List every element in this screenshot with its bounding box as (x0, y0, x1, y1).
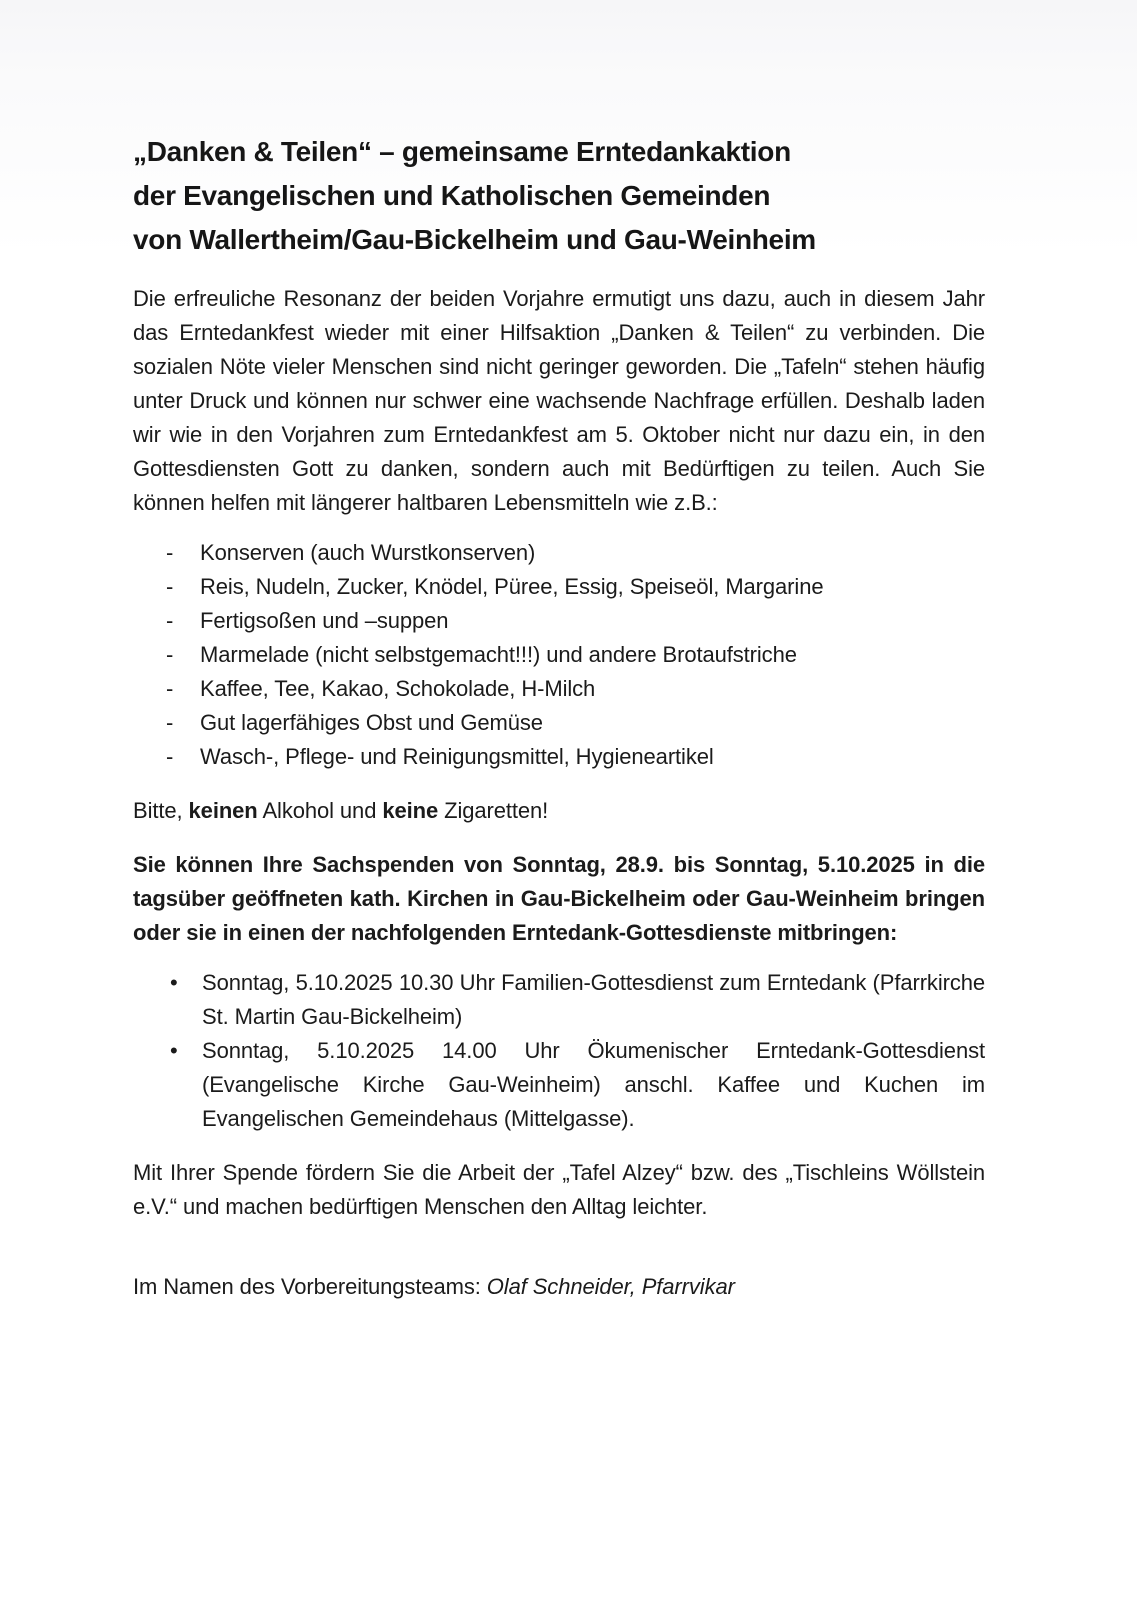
list-item (166, 740, 985, 774)
list-item (166, 604, 985, 638)
note-mid: Alkohol und (257, 798, 383, 823)
list-item-text: Konserven (auch Wurstkonserven) (200, 540, 536, 565)
bullet-marker: • (170, 970, 178, 995)
list-item-text: Gut lagerfähiges Obst und Gemüse (200, 710, 543, 735)
dash-marker: - (166, 574, 174, 599)
signature-prefix: Im Namen des Vorbereitungsteams: (133, 1274, 487, 1299)
service-item (170, 1034, 985, 1136)
dropoff-paragraph: Sie können Ihre Sachspenden von Sonntag, 28.9. bis Sonntag, 5.10.2025 in die tagsüber geöffneten kath. Kirchen in Gau-Bickelheim oder Gau-Weinheim bringen oder sie in einen der nachfolgenden Erntedank-Gottesdienste mitbringen: (133, 852, 985, 945)
service-item (170, 966, 985, 1034)
list-item (166, 570, 985, 604)
closing-paragraph: Mit Ihrer Spende fördern Sie die Arbeit der „Tafel Alzey“ bzw. des „Tischleins Wöllstein e.V.“ und machen bedürftigen Menschen den Alltag leichter. (133, 1160, 985, 1219)
list-item-text: Fertigsoßen und –suppen (200, 608, 449, 633)
service-item-text: Sonntag, 5.10.2025 14.00 Uhr Ökumenischer Erntedank-Gottesdienst (Evangelische Kirche Gau-Weinheim) anschl. Kaffee und Kuchen im Evangelischen Gemeindehaus (Mittelgasse). (202, 1038, 985, 1131)
list-item (166, 706, 985, 740)
dash-marker: - (166, 744, 174, 769)
list-item (166, 672, 985, 706)
doc-title (133, 130, 985, 262)
list-item (166, 536, 985, 570)
dash-marker: - (166, 540, 174, 565)
doc-title-line-3: von Wallertheim/Gau-Bickelheim und Gau-Weinheim (133, 224, 816, 255)
dash-marker: - (166, 676, 174, 701)
list-item-text: Wasch-, Pflege- und Reinigungsmittel, Hygieneartikel (200, 744, 714, 769)
dash-marker: - (166, 642, 174, 667)
dash-marker: - (166, 608, 174, 633)
list-item (166, 638, 985, 672)
note-suffix: Zigaretten! (438, 798, 549, 823)
list-item-text: Kaffee, Tee, Kakao, Schokolade, H-Milch (200, 676, 596, 701)
note-bold-keine: keine (382, 798, 439, 823)
donation-list (133, 536, 985, 774)
list-item-text: Reis, Nudeln, Zucker, Knödel, Püree, Essig, Speiseöl, Margarine (200, 574, 824, 599)
signature-line (133, 1270, 985, 1304)
doc-title-line-1: „Danken & Teilen“ – gemeinsame Erntedankaktion (133, 136, 791, 167)
signature-name: Olaf Schneider, Pfarrvikar (486, 1274, 735, 1299)
service-item-text: Sonntag, 5.10.2025 10.30 Uhr Familien-Gottesdienst zum Erntedank (Pfarrkirche St. Martin Gau-Bickelheim) (202, 970, 985, 1029)
no-alcohol-note (133, 794, 985, 828)
doc-title-line-2: der Evangelischen und Katholischen Gemeinden (133, 180, 771, 211)
bullet-marker: • (170, 1038, 178, 1063)
intro-paragraph: Die erfreuliche Resonanz der beiden Vorjahre ermutigt uns dazu, auch in diesem Jahr das Erntedankfest wieder mit einer Hilfsaktion „Danken & Teilen“ zu verbinden. Die sozialen Nöte vieler Menschen sind nicht geringer geworden. Die „Tafeln“ stehen häufig unter Druck und können nur schwer eine wachsende Nachfrage erfüllen. Deshalb laden wir wie in den Vorjahren zum Erntedankfest am 5. Oktober nicht nur dazu ein, in den Gottesdiensten Gott zu danken, sondern auch mit Bedürftigen zu teilen. Auch Sie können helfen mit längerer haltbaren Lebensmitteln wie z.B.: (133, 286, 985, 515)
services-list (133, 966, 985, 1136)
dash-marker: - (166, 710, 174, 735)
note-bold-keinen: keinen (188, 798, 258, 823)
list-item-text: Marmelade (nicht selbstgemacht!!!) und andere Brotaufstriche (200, 642, 797, 667)
note-prefix: Bitte, (133, 798, 189, 823)
